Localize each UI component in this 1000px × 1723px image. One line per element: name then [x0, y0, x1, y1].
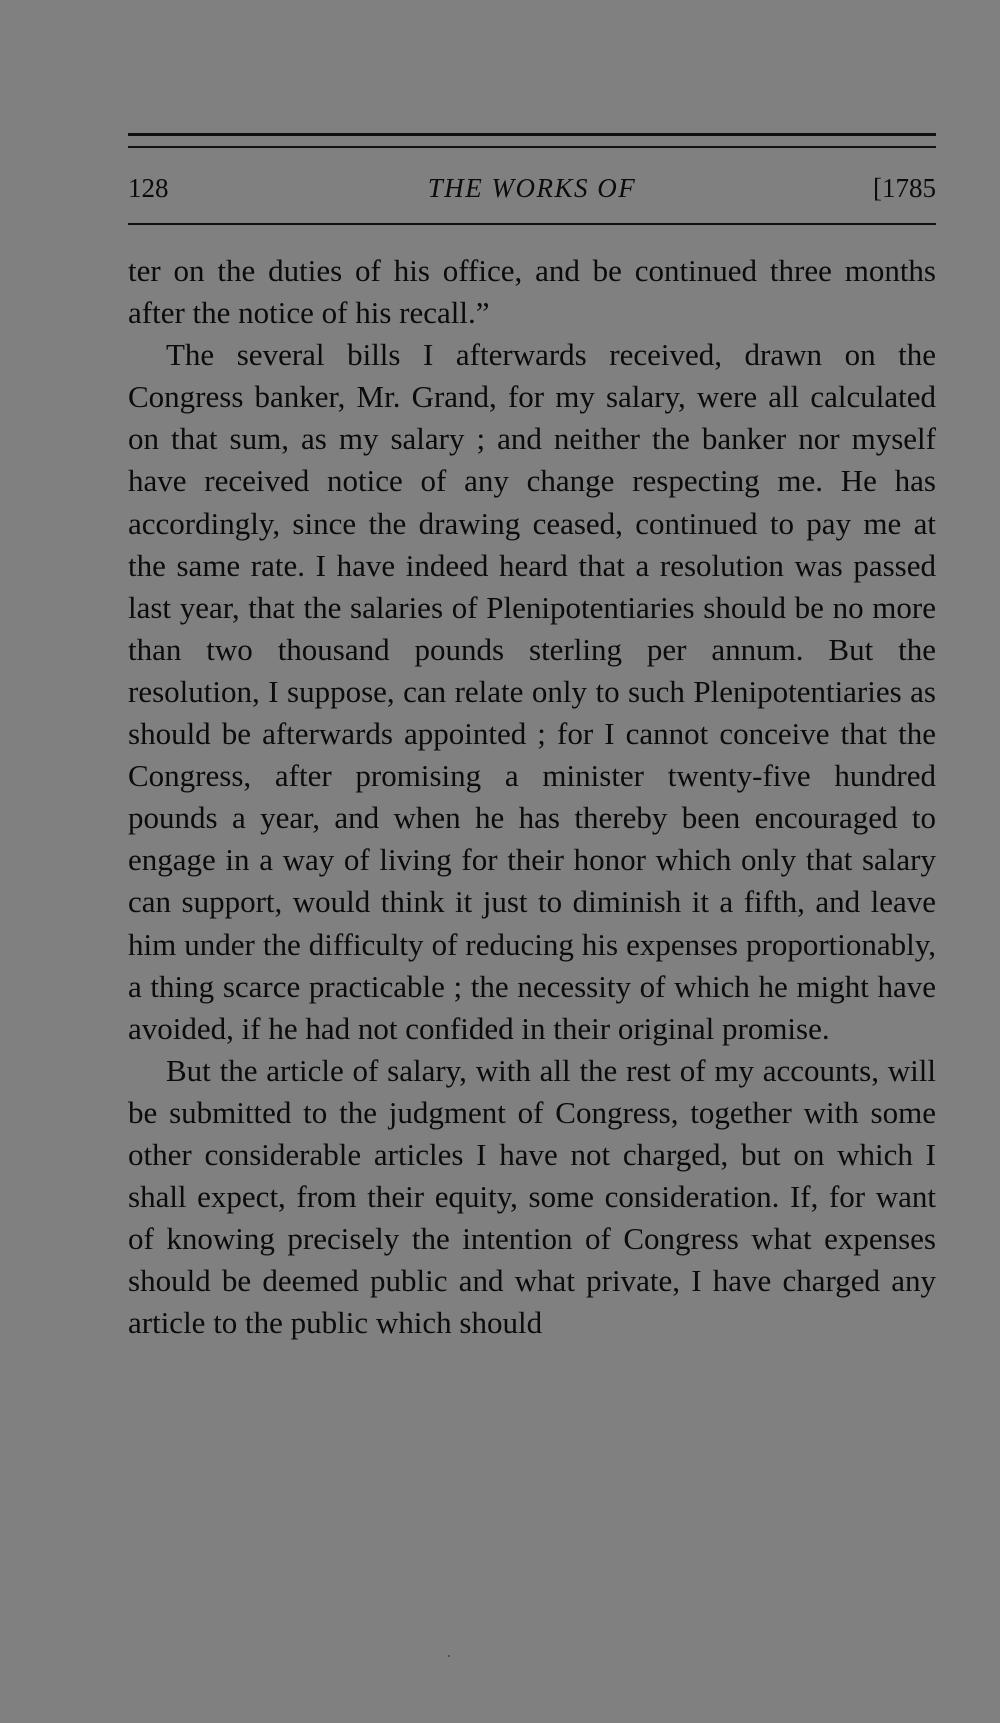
body-text [128, 250, 936, 1344]
running-title: THE WORKS OF [427, 173, 637, 203]
paragraph-continued: ter on the duties of his office, and be continued three months after the notice of his recall.” [128, 253, 936, 331]
paper-speck [448, 1655, 450, 1657]
year-mark: [1785 [873, 173, 936, 203]
page-number: 128 [128, 173, 169, 203]
header-top-rule [128, 133, 936, 136]
running-head [128, 168, 936, 208]
paragraph-article-of-salary: But the article of salary, with all the rest of my accounts, will be submitted to the judgment of Congress, together with some other considerable articles I have not charged, but on which I shall expect, from their equity, some consideration. If, for want of knowing precisely the intention of Congress what expenses should be deemed public and what private, I have charged any article to the public which should [128, 1052, 936, 1341]
paragraph-salary-bills: The several bills I afterwards received, drawn on the Congress banker, Mr. Grand, for my salary, were all calculated on that sum, as my salary ; and neither the banker nor myself have received notice of any change respecting me. He has accordingly, since the drawing ceased, continued to pay me at the same rate. I have indeed heard that a resolution was passed last year, that the salaries of Plenipotentiaries should be no more than two thousand pounds sterling per annum. But the resolution, I suppose, can relate only to such Plenipotentiaries as should be afterwards appointed ; for I cannot conceive that the Congress, after promising a minister twenty-five hundred pounds a year, and when he has thereby been encouraged to engage in a way of living for their honor which only that salary can support, would think it just to diminish it a fifth, and leave him under the difficulty of reducing his expenses proportionably, a thing scarce practicable ; the necessity of which he might have avoided, if he had not confided in their original promise. [128, 337, 936, 1046]
header-second-rule [128, 146, 936, 148]
header-bottom-rule [128, 223, 936, 225]
